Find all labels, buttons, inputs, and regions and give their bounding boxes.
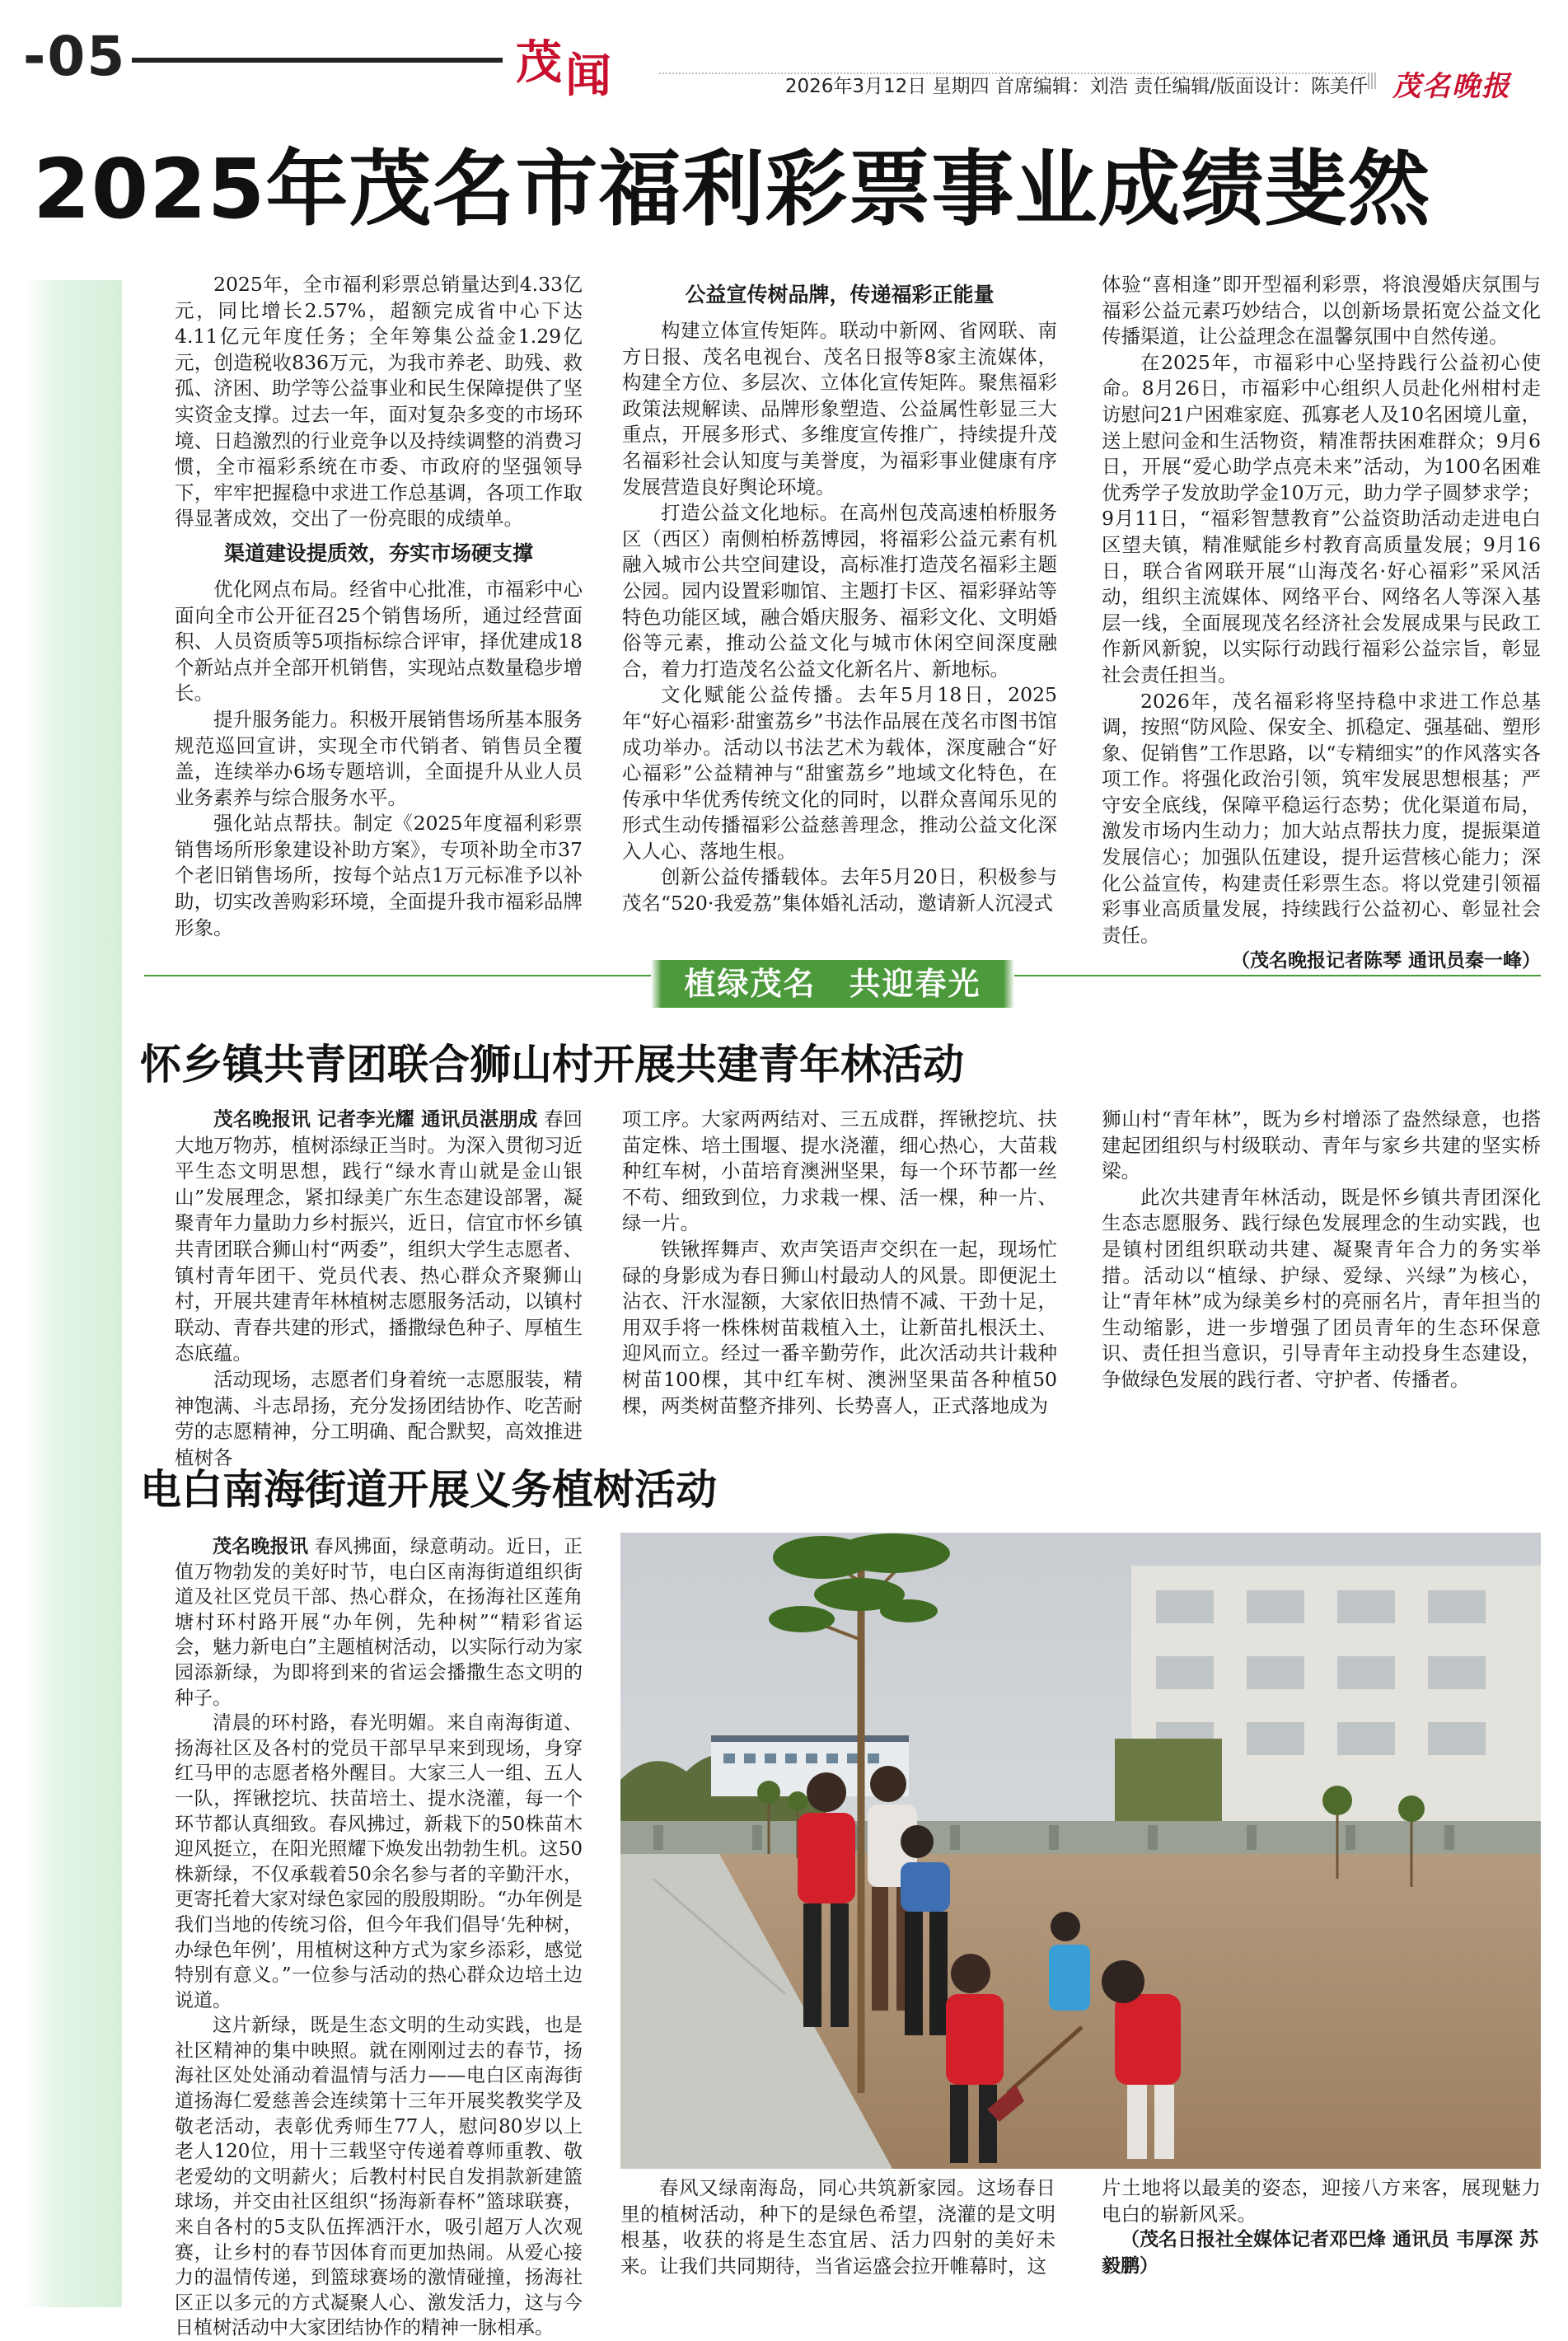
paragraph: 2025年，全市福利彩票总销量达到4.33亿元，同比增长2.57%，超额完成省中心下达4.11亿元年度任务；全年筹集公益金1.29亿元，创造税收836万元，为我市养老、助残、救孤、济困、助学等公益事业和民生保障提供了坚实资金支撑。过去一年，面对复杂多变的市场环境、日趋激烈的行业竞争以及持续调整的消费习惯，全市福彩系统在市委、市政府的坚强领导下，牢牢把握稳中求进工作总基调，各项工作取得显著成效，交出了一份亮眼的成绩单。 [175,273,583,531]
paragraph: 创新公益传播载体。去年5月20日，积极参与茂名“520·我爱荔”集体婚礼活动，邀请新人沉浸式 [622,865,1057,915]
article1-column-2 [622,272,1057,917]
byline: （茂名晚报记者陈琴 通讯员秦一峰） [1230,950,1541,972]
paragraph-text: 春风拂面，绿意萌动。近日，正值万物勃发的美好时节，电白区南海街道组织街道及社区党员干部、热心群众，在扬海社区莲角塘村环村路开展“办年例，先种树”“精彩省运会，魅力新电白”主题植树活动，以实际行动为家园添新绿，为即将到来的省运会播撒生态文明的种子。 [175,1536,583,1709]
article1-column-3 [1102,272,1541,975]
article1-column-1 [175,272,583,941]
article3-column-1 [175,1534,583,2341]
paragraph: 清晨的环村路，春光明媚。来自南海街道、扬海社区及各村的党员干部早早来到现场，身穿红马甲的志愿者格外醒目。大家三人一组、五人一队，挥锹挖坑、扶苗培土、提水浇灌，每一个环节都认真细致。春风拂过，新栽下的50株苗木迎风挺立，在阳光照耀下焕发出勃勃生机。这50株新绿，不仅承载着50余名参与者的辛勤汗水，更寄托着大家对绿色家园的殷殷期盼。“办年例是我们当地的传统习俗，但今年我们倡导‘先种树，办绿色年例’，用植树这种方式为家乡添彩，感觉特别有意义。”一位参与活动的热心群众边培土边说道。 [175,1712,583,2011]
paragraph: 优化网点布局。经省中心批准，市福彩中心面向全市公开征召25个销售场所，通过经营面积、人员资质等5项指标综合评审，择优建成18个新站点并全部开机销售，实现站点数量稳步增长。 [175,577,583,705]
subheading: 公益宣传树品牌，传递福彩正能量 [685,283,995,307]
article2-column-3 [1102,1107,1541,1393]
article2-column-2 [622,1107,1057,1419]
paragraph: 春风又绿南海岛，同心共筑新家园。这场春日里的植树活动，种下的是绿色希望，浇灌的是文明根基，收获的将是生态宜居、活力四射的美好未来。让我们共同期待，当省运盛会拉开帷幕时，这 [620,2176,1055,2278]
green-side-strip [23,280,122,2307]
section-band: 植绿茂名 共迎春光 [662,960,1004,1008]
paragraph-text: 春回大地万物苏，植树添绿正当时。为深入贯彻习近平生态文明思想，践行“绿水青山就是金山银山”发展理念，紧扣绿美广东生态建设部署，凝聚青年力量助力乡村振兴，近日，信宜市怀乡镇共青团联合狮山村“两委”，组织大学生志愿者、镇村青年团干、党员代表、热心群众齐聚狮山村，开展共建青年林植树志愿服务活动，以镇村联动、青春共建的形式，播撒绿色种子、厚植生态底蕴。 [175,1107,583,1365]
byline: （茂名日报社全媒体记者邓巴烽 通讯员 韦厚深 苏毅鹏） [1102,2229,1539,2277]
paragraph: 打造公益文化地标。在高州包茂高速柏桥服务区（西区）南侧柏桥荔博园，将福彩公益元素有机融入城市公共空间建设，高标准打造茂名福彩主题公园。园内设置彩咖馆、主题打卡区、福彩驿站等特色功能区域，融合婚庆服务、福彩文化、文明婚俗等元素，推动公益文化与城市休闲空间深度融合，着力打造茂名公益文化新名片、新地标。 [622,501,1057,681]
band-left-fade [651,960,662,1008]
main-headline: 2025年茂名市福利彩票事业成绩斐然 [33,141,1431,237]
article3-title: 电白南海街道开展义务植树活动 [140,1466,717,1514]
paragraph: 体验“喜相逢”即开型福利彩票，将浪漫婚庆氛围与福彩公益元素巧妙结合，以创新场景拓宽公益文化传播渠道，让公益理念在温馨氛围中自然传递。 [1102,273,1541,349]
subheading: 渠道建设提质效，夯实市场硬支撑 [223,541,533,565]
article3-column-2 [620,2175,1055,2279]
tree-planting-photo [620,1533,1541,2169]
paragraph: 项工序。大家两两结对、三五成群，挥锹挖坑、扶苗定株、培土围堰、提水浇灌，细心热心，大苗栽种红车树，小苗培育澳洲坚果，每一个环节都一丝不苟、细致到位，力求栽一棵、活一棵，种一片、绿一片。 [622,1107,1057,1235]
header-rule [132,58,503,63]
paragraph: 2026年，茂名福彩将坚持稳中求进工作总基调，按照“防风险、保安全、抓稳定、强基础、塑形象、促销售”工作思路，以“专精细实”的作风落实各项工作。将强化政治引领，筑牢发展思想根基；严守安全底线，保障平稳运行态势；优化渠道布局，激发市场内生动力；加大站点帮扶力度，提振渠道发展信心；加强队伍建设，提升运营核心能力；深化公益宣传，构建责任彩票生态。将以党建引领福彩事业高质量发展，持续践行公益初心、彰显社会责任。 [1102,689,1541,947]
band-right-fade [1004,960,1014,1008]
paragraph: 在2025年，市福彩中心坚持践行公益初心使命。8月26日，市福彩中心组织人员赴化州柑村走访慰问21户困难家庭、孤寡老人及10名困境儿童，送上慰问金和生活物资，精准帮扶困难群众；9月6日，开展“爱心助学点亮未来”活动，为100名困难优秀学子发放助学金10万元，助力学子圆梦求学；9月11日，“福彩智慧教育”公益资助活动走进电白区望夫镇，精准赋能乡村教育高质量发展；9月16日，联合省网联开展“山海茂名·好心福彩”采风活动，组织主流媒体、网络平台、网络名人等深入基层一线，全面展现茂名经济社会发展成果与民政工作新风新貌，以实际行动践行福彩公益宗旨，彰显社会责任担当。 [1102,350,1541,686]
paragraph: 构建立体宣传矩阵。联动中新网、省网联、南方日报、茂名电视台、茂名日报等8家主流媒体，构建全方位、多层次、立体化宣传矩阵。聚焦福彩政策法规解读、品牌形象塑造、公益属性彰显三大重点，开展多形式、多维度宣传推广，持续提升茂名福彩社会认知度与美誉度，为福彩事业健康有序发展营造良好舆论环境。 [622,319,1057,499]
paragraph: 强化站点帮扶。制定《2025年度福利彩票销售场所形象建设补助方案》，专项补助全市37个老旧销售场所，按每个站点1万元标准予以补助，切实改善购彩环境，全面提升我市福彩品牌形象。 [175,812,583,939]
dateline: 茂名晚报讯 记者李光耀 通讯员湛朋成 [213,1107,538,1131]
article3-column-3 [1102,2175,1541,2279]
paragraph: 这片新绿，既是生态文明的生动实践，也是社区精神的集中映照。就在刚刚过去的春节，扬海社区处处涌动着温情与活力——电白区南海街道扬海仁爱慈善会连续第十三年开展奖教奖学及敬老活动，表彰优秀师生77人，慰问80岁以上老人120位，用十三载坚守传递着尊师重教、敬老爱幼的文明薪火；后教村村民自发捐款新建篮球场，并交由社区组织“扬海新春杯”篮球联赛，来自各村的5支队伍挥洒汗水，吸引超万人次观赛，让乡村的春节因体育而更加热闹。从爱心接力的温情传递，到篮球赛场的激情碰撞，扬海社区正以多元的方式凝聚人心、激发活力，这与今日植树活动中大家团结协作的精神一脉相承。 [175,2015,583,2339]
paragraph: 铁锹挥舞声、欢声笑语声交织在一起，现场忙碌的身影成为春日狮山村最动人的风景。即便泥土沾衣、汗水湿额，大家依旧热情不减、干劲十足，用双手将一株株树苗栽植入土，让新苗扎根沃土、迎风而立。经过一番辛勤劳作，此次活动共计栽种树苗100棵，其中红车树、澳洲坚果苗各种植50棵，两类树苗整齐排列、长势喜人，正式落地成为 [622,1237,1057,1417]
dateline: 茂名晚报讯 [213,1536,309,1557]
paragraph: 活动现场，志愿者们身着统一志愿服装，精神饱满、斗志昂扬，充分发扬团结协作、吃苦耐劳的志愿精神，分工明确、配合默契，高效推进植树各 [175,1367,583,1469]
article2-title: 怀乡镇共青团联合狮山村开展共建青年林活动 [140,1041,964,1089]
paragraph [175,1107,583,1367]
paper-logo: 茂名晚报 [1392,70,1511,103]
paragraph: 狮山村“青年林”，既为乡村增添了盎然绿意，也搭建起团组织与村级联动、青年与家乡共建的坚实桥梁。 [1102,1107,1541,1183]
section-label [516,31,648,103]
paragraph: 文化赋能公益传播。去年5月18日，2025年“好心福彩·甜蜜荔乡”书法作品展在茂名市图书馆成功举办。活动以书法艺术为载体，深度融合“好心福彩”公益精神与“甜蜜荔乡”地域文化特色，在传承中华优秀传统文化的同时，以群众喜闻乐见的形式生动传播福彩公益慈善理念，推动公益文化深入人心、落地生根。 [622,683,1057,863]
paragraph [175,1534,583,1711]
section-label-char-1: 茂 [516,36,562,90]
article2-column-1 [175,1107,583,1471]
paragraph: 此次共建青年林活动，既是怀乡镇共青团深化生态志愿服务、践行绿色发展理念的生动实践，也是镇村团组织联动共建、凝聚青年合力的务实举措。活动以“植绿、护绿、爱绿、兴绿”为核心，让“青年林”成为绿美乡村的亮丽名片，青年担当的生动缩影，进一步增强了团员青年的生态环保意识、责任担当意识，引导青年主动投身生态建设，争做绿色发展的践行者、守护者、传播者。 [1102,1185,1541,1391]
paragraph: 提升服务能力。积极开展销售场所基本服务规范巡回宣讲，实现全市代销者、销售员全覆盖，连续举办6场专题培训，全面提升从业人员业务素养与综合服务水平。 [175,707,583,809]
issue-meta: 2026年3月12日 星期四 首席编辑：刘浩 责任编辑/版面设计：陈美仟 [659,74,1368,99]
section-label-char-2: 闻 [565,49,611,103]
photo-illustration [620,1533,1541,2169]
paragraph: 片土地将以最美的姿态，迎接八方来客，展现魅力电白的崭新风采。 [1102,2176,1541,2226]
page-number: -05 [23,25,127,88]
